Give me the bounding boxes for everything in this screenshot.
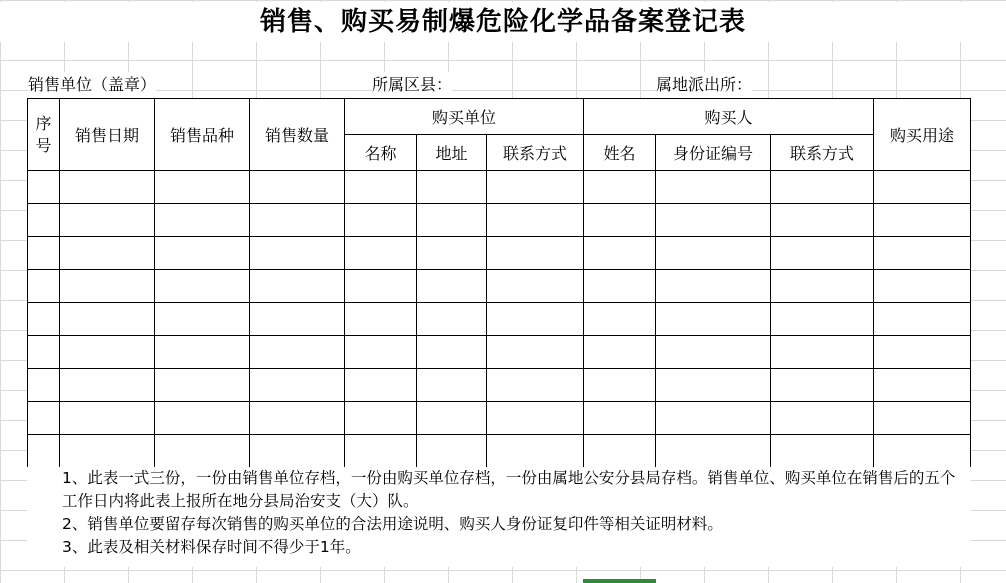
table-cell[interactable] — [874, 303, 971, 336]
table-cell[interactable] — [656, 336, 771, 369]
table-cell[interactable] — [60, 402, 155, 435]
table-cell[interactable] — [155, 171, 250, 204]
note-3: 3、此表及相关材料保存时间不得少于1年。 — [62, 538, 361, 556]
table-cell[interactable] — [584, 402, 656, 435]
table-cell[interactable] — [656, 171, 771, 204]
table-cell[interactable] — [584, 336, 656, 369]
table-cell[interactable] — [417, 237, 487, 270]
table-cell[interactable] — [60, 171, 155, 204]
table-cell[interactable] — [584, 369, 656, 402]
registration-table — [27, 98, 971, 468]
sheet-tab-indicator[interactable] — [583, 579, 656, 583]
county-label: 所属区县： — [372, 72, 452, 98]
table-cell[interactable] — [60, 303, 155, 336]
table-cell[interactable] — [417, 204, 487, 237]
table-cell[interactable] — [155, 435, 250, 468]
col-header-buyer-person-name: 姓名 — [584, 135, 656, 171]
table-cell[interactable] — [874, 270, 971, 303]
table-cell[interactable] — [60, 336, 155, 369]
table-cell[interactable] — [155, 204, 250, 237]
table-cell[interactable] — [771, 369, 874, 402]
table-body — [28, 171, 971, 468]
table-cell[interactable] — [771, 270, 874, 303]
police-station-label: 属地派出所： — [656, 72, 752, 98]
col-header-buyer-unit: 购买单位 — [345, 99, 584, 135]
table-cell[interactable] — [584, 204, 656, 237]
table-cell[interactable] — [155, 336, 250, 369]
table-cell[interactable] — [584, 303, 656, 336]
table-cell[interactable] — [771, 336, 874, 369]
col-header-buyer-person-id: 身份证编号 — [656, 135, 771, 171]
table-cell[interactable] — [155, 369, 250, 402]
col-header-buyer-unit-contact: 联系方式 — [487, 135, 584, 171]
table-cell[interactable] — [584, 270, 656, 303]
table-cell[interactable] — [417, 171, 487, 204]
table-cell[interactable] — [28, 369, 60, 402]
table-cell[interactable] — [584, 171, 656, 204]
table-row — [28, 237, 971, 270]
table-cell[interactable] — [28, 303, 60, 336]
table-cell[interactable] — [417, 336, 487, 369]
table-cell[interactable] — [656, 237, 771, 270]
col-header-buyer-person: 购买人 — [584, 99, 874, 135]
col-header-sale-date: 销售日期 — [60, 99, 155, 171]
table-cell[interactable] — [155, 402, 250, 435]
table-cell[interactable] — [417, 270, 487, 303]
table-row — [28, 369, 971, 402]
table-cell[interactable] — [874, 435, 971, 468]
table-cell[interactable] — [874, 369, 971, 402]
col-header-quantity: 销售数量 — [250, 99, 345, 171]
table-cell[interactable] — [60, 270, 155, 303]
sales-unit-label: 销售单位（盖章） — [28, 72, 156, 98]
table-cell[interactable] — [345, 369, 417, 402]
table-cell[interactable] — [771, 303, 874, 336]
table-cell[interactable] — [584, 237, 656, 270]
table-cell[interactable] — [656, 435, 771, 468]
table-cell[interactable] — [60, 435, 155, 468]
table-cell[interactable] — [487, 303, 584, 336]
table-cell[interactable] — [656, 402, 771, 435]
table-cell[interactable] — [345, 204, 417, 237]
table-cell[interactable] — [250, 237, 345, 270]
table-cell[interactable] — [250, 369, 345, 402]
table-cell[interactable] — [345, 336, 417, 369]
col-header-seq: 序号 — [28, 99, 60, 171]
table-cell[interactable] — [28, 204, 60, 237]
table-cell[interactable] — [250, 204, 345, 237]
table-cell[interactable] — [60, 237, 155, 270]
table-cell[interactable] — [771, 237, 874, 270]
table-cell[interactable] — [487, 369, 584, 402]
table-cell[interactable] — [874, 171, 971, 204]
table-cell[interactable] — [28, 270, 60, 303]
table-cell[interactable] — [250, 435, 345, 468]
table-cell[interactable] — [28, 171, 60, 204]
table-cell[interactable] — [487, 204, 584, 237]
table-cell[interactable] — [345, 402, 417, 435]
table-cell[interactable] — [345, 171, 417, 204]
table-cell[interactable] — [28, 402, 60, 435]
table-cell[interactable] — [345, 270, 417, 303]
table-row — [28, 270, 971, 303]
table-cell[interactable] — [874, 237, 971, 270]
table-cell[interactable] — [345, 435, 417, 468]
table-cell[interactable] — [28, 237, 60, 270]
table-cell[interactable] — [345, 237, 417, 270]
col-header-buyer-person-contact: 联系方式 — [771, 135, 874, 171]
table-cell[interactable] — [656, 204, 771, 237]
notes-section — [27, 467, 971, 567]
table-cell[interactable] — [487, 435, 584, 468]
table-cell[interactable] — [417, 435, 487, 468]
col-header-buyer-unit-name: 名称 — [345, 135, 417, 171]
table-cell[interactable] — [250, 402, 345, 435]
table-cell[interactable] — [250, 303, 345, 336]
col-header-buyer-unit-address: 地址 — [417, 135, 487, 171]
col-header-purpose: 购买用途 — [874, 99, 971, 171]
table-cell[interactable] — [771, 171, 874, 204]
table-row — [28, 171, 971, 204]
table-cell[interactable] — [656, 270, 771, 303]
table-cell[interactable] — [874, 336, 971, 369]
table-cell[interactable] — [60, 204, 155, 237]
table-cell[interactable] — [417, 369, 487, 402]
table-row — [28, 435, 971, 468]
table-cell[interactable] — [487, 402, 584, 435]
table-cell[interactable] — [771, 204, 874, 237]
table-cell[interactable] — [417, 402, 487, 435]
table-cell[interactable] — [487, 336, 584, 369]
table-cell[interactable] — [155, 270, 250, 303]
table-cell[interactable] — [155, 237, 250, 270]
table-row — [28, 204, 971, 237]
table-row — [28, 303, 971, 336]
table-cell[interactable] — [250, 336, 345, 369]
table-cell[interactable] — [656, 369, 771, 402]
table-cell[interactable] — [487, 270, 584, 303]
table-cell[interactable] — [417, 303, 487, 336]
table-cell[interactable] — [874, 204, 971, 237]
table-cell[interactable] — [28, 435, 60, 468]
table-cell[interactable] — [250, 171, 345, 204]
table-cell[interactable] — [28, 336, 60, 369]
table-cell[interactable] — [487, 237, 584, 270]
table-row — [28, 336, 971, 369]
table-row — [28, 402, 971, 435]
col-header-product: 销售品种 — [155, 99, 250, 171]
table-cell[interactable] — [345, 303, 417, 336]
table-cell[interactable] — [487, 171, 584, 204]
table-cell[interactable] — [771, 402, 874, 435]
table-cell[interactable] — [874, 402, 971, 435]
table-cell[interactable] — [771, 435, 874, 468]
note-1: 1、此表一式三份，一份由销售单位存档，一份由购买单位存档，一份由属地公安分县局存档。销售单位、购买单位在销售后的五个工作日内将此表上报所在地分县局治安支（大）队。 — [62, 469, 956, 510]
table-cell[interactable] — [155, 303, 250, 336]
form-title: 销售、购买易制爆危险化学品备案登记表 — [0, 2, 1006, 42]
table-cell[interactable] — [584, 435, 656, 468]
table-cell[interactable] — [60, 369, 155, 402]
table-cell[interactable] — [656, 303, 771, 336]
table-cell[interactable] — [250, 270, 345, 303]
note-2: 2、销售单位要留存每次销售的购买单位的合法用途说明、购买人身份证复印件等相关证明材料。 — [62, 515, 723, 533]
